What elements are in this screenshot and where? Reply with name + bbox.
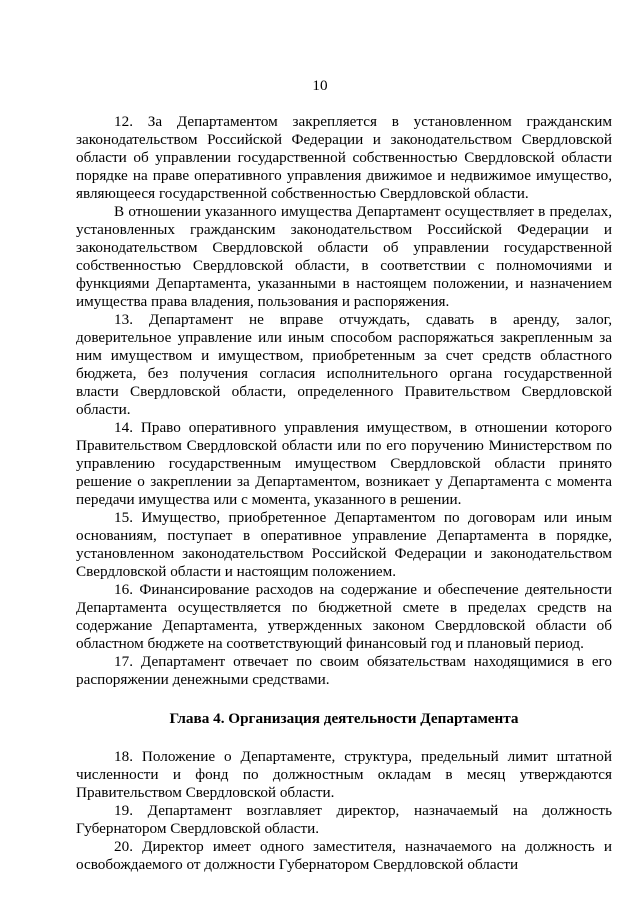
paragraph-13: 13. Департамент не вправе отчуждать, сдавать в аренду, залог, доверительное управление или иным способом распоряжаться закрепленным за ним имуществом и имуществом, приобретенным за счет средств областного бюджета, без получения согласия исполнительного органа государственной власти Свердловской области, определенного Правительством Свердловской области. — [76, 311, 612, 418]
page-number: 10 — [312, 77, 328, 94]
paragraph-14: 14. Право оперативного управления имуществом, в отношении которого Правительством Свердловской области или по его поручению Министерством по управлению государственным имуществом Свердловской области принято решение о закреплении за Департаментом, возникает у Департамента с момента передачи имущества или с момента, указанного в решении. — [76, 419, 612, 508]
paragraph-19: 19. Департамент возглавляет директор, назначаемый на должность Губернатором Свердловской области. — [76, 802, 612, 837]
paragraph-17: 17. Департамент отвечает по своим обязательствам находящимися в его распоряжении денежными средствами. — [76, 653, 612, 688]
paragraph-18: 18. Положение о Департаменте, структура, предельный лимит штатной численности и фонд по должностным окладам в месяц утверждаются Правительством Свердловской области. — [76, 748, 612, 801]
paragraph-16: 16. Финансирование расходов на содержание и обеспечение деятельности Департамента осуществляется по бюджетной смете в пределах средств на содержание Департамента, утвержденных законом Свердловской области об областном бюджете на соответствующий финансовый год и плановый период. — [76, 581, 612, 652]
chapter-heading: Глава 4. Организация деятельности Департамента — [169, 710, 519, 727]
paragraph-15: 15. Имущество, приобретенное Департаментом по договорам или иным основаниям, поступает в оперативное управление Департамента в порядке, установленном законодательством Российской Федерации и законодательством Свердловской области и настоящим положением. — [76, 509, 612, 580]
document-body — [76, 113, 612, 874]
paragraph-12: 12. За Департаментом закрепляется в установленном гражданским законодательством Российской Федерации и законодательством Свердловской области об управлении государственной собственностью Свердловской области порядке на праве оперативного управления движимое и недвижимое имущество, являющееся государственной собственностью Свердловской области. — [76, 113, 612, 202]
paragraph-12-continued: В отношении указанного имущества Департамент осуществляет в пределах, установленных гражданским законодательством Российской Федерации и законодательством Свердловской области об управлении государственной собственностью Свердловской области, в соответствии с полномочиями и функциями Департамента, указанными в настоящем положении, и назначением имущества права владения, пользования и распоряжения. — [76, 203, 612, 310]
paragraph-20: 20. Директор имеет одного заместителя, назначаемого на должность и освобождаемого от должности Губернатором Свердловской области — [76, 838, 612, 873]
